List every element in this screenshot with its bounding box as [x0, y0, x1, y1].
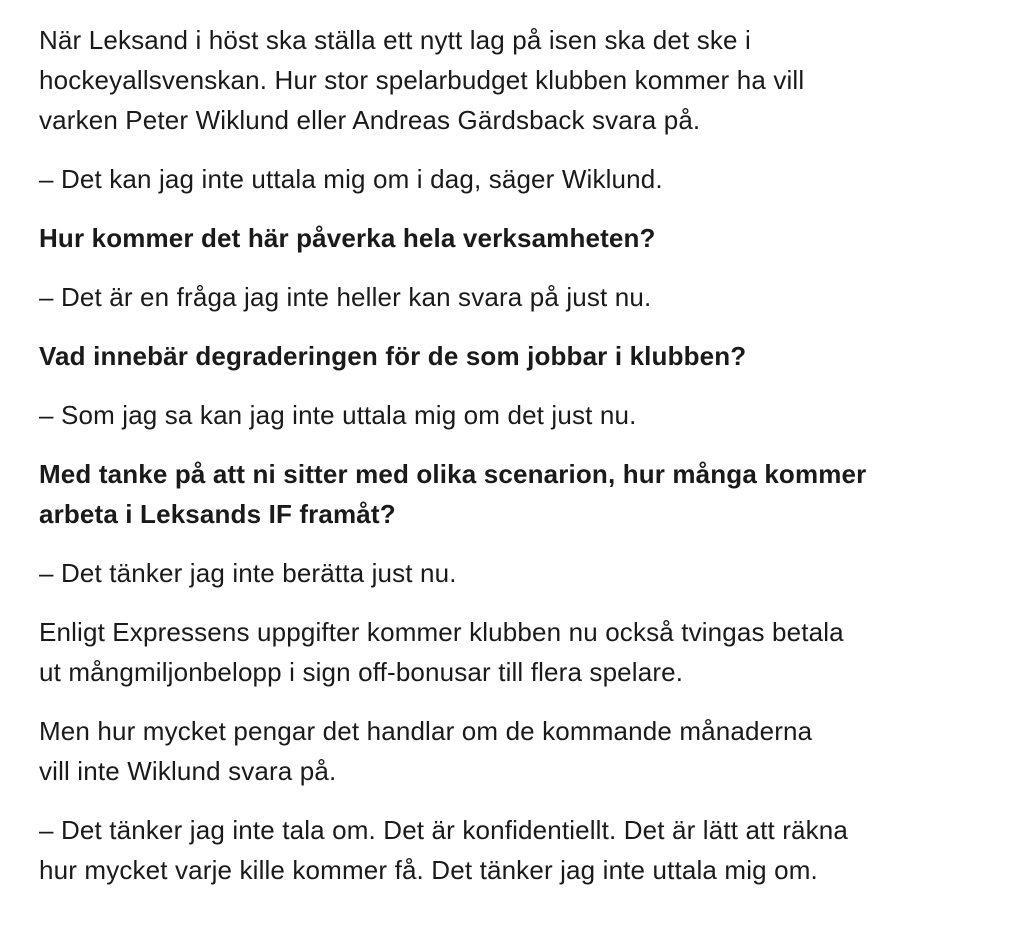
paragraph-answer: [39, 277, 999, 317]
text-line: Enligt Expressens uppgifter kommer klubben nu också tvingas betala: [39, 617, 844, 647]
paragraph-answer: [39, 395, 999, 435]
paragraph-quote: [39, 810, 999, 890]
article-body: [39, 20, 999, 890]
text-line: – Det tänker jag inte berätta just nu.: [39, 558, 457, 588]
text-line: – Det kan jag inte uttala mig om i dag, säger Wiklund.: [39, 164, 663, 194]
interview-question: [39, 218, 999, 258]
text-line: ut mångmiljonbelopp i sign off-bonusar till flera spelare.: [39, 657, 684, 687]
text-line: hur mycket varje kille kommer få. Det tänker jag inte uttala mig om.: [39, 855, 818, 885]
text-line: – Det är en fråga jag inte heller kan svara på just nu.: [39, 282, 652, 312]
paragraph-quote: [39, 159, 999, 199]
text-line: varken Peter Wiklund eller Andreas Gärdsback svara på.: [39, 105, 701, 135]
text-line: arbeta i Leksands IF framåt?: [39, 499, 396, 529]
paragraph-answer: [39, 553, 999, 593]
text-line: vill inte Wiklund svara på.: [39, 756, 337, 786]
interview-question: [39, 336, 999, 376]
text-line: hockeyallsvenskan. Hur stor spelarbudget klubben kommer ha vill: [39, 65, 805, 95]
paragraph-intro: [39, 20, 999, 140]
paragraph-body: [39, 711, 999, 791]
paragraph-body: [39, 612, 999, 692]
text-line: Vad innebär degraderingen för de som jobbar i klubben?: [39, 341, 747, 371]
text-line: – Som jag sa kan jag inte uttala mig om det just nu.: [39, 400, 637, 430]
text-line: Men hur mycket pengar det handlar om de kommande månaderna: [39, 716, 813, 746]
text-line: När Leksand i höst ska ställa ett nytt lag på isen ska det ske i: [39, 25, 751, 55]
interview-question: [39, 454, 999, 534]
text-line: Med tanke på att ni sitter med olika scenarion, hur många kommer: [39, 459, 867, 489]
text-line: Hur kommer det här påverka hela verksamheten?: [39, 223, 656, 253]
text-line: – Det tänker jag inte tala om. Det är konfidentiellt. Det är lätt att räkna: [39, 815, 848, 845]
